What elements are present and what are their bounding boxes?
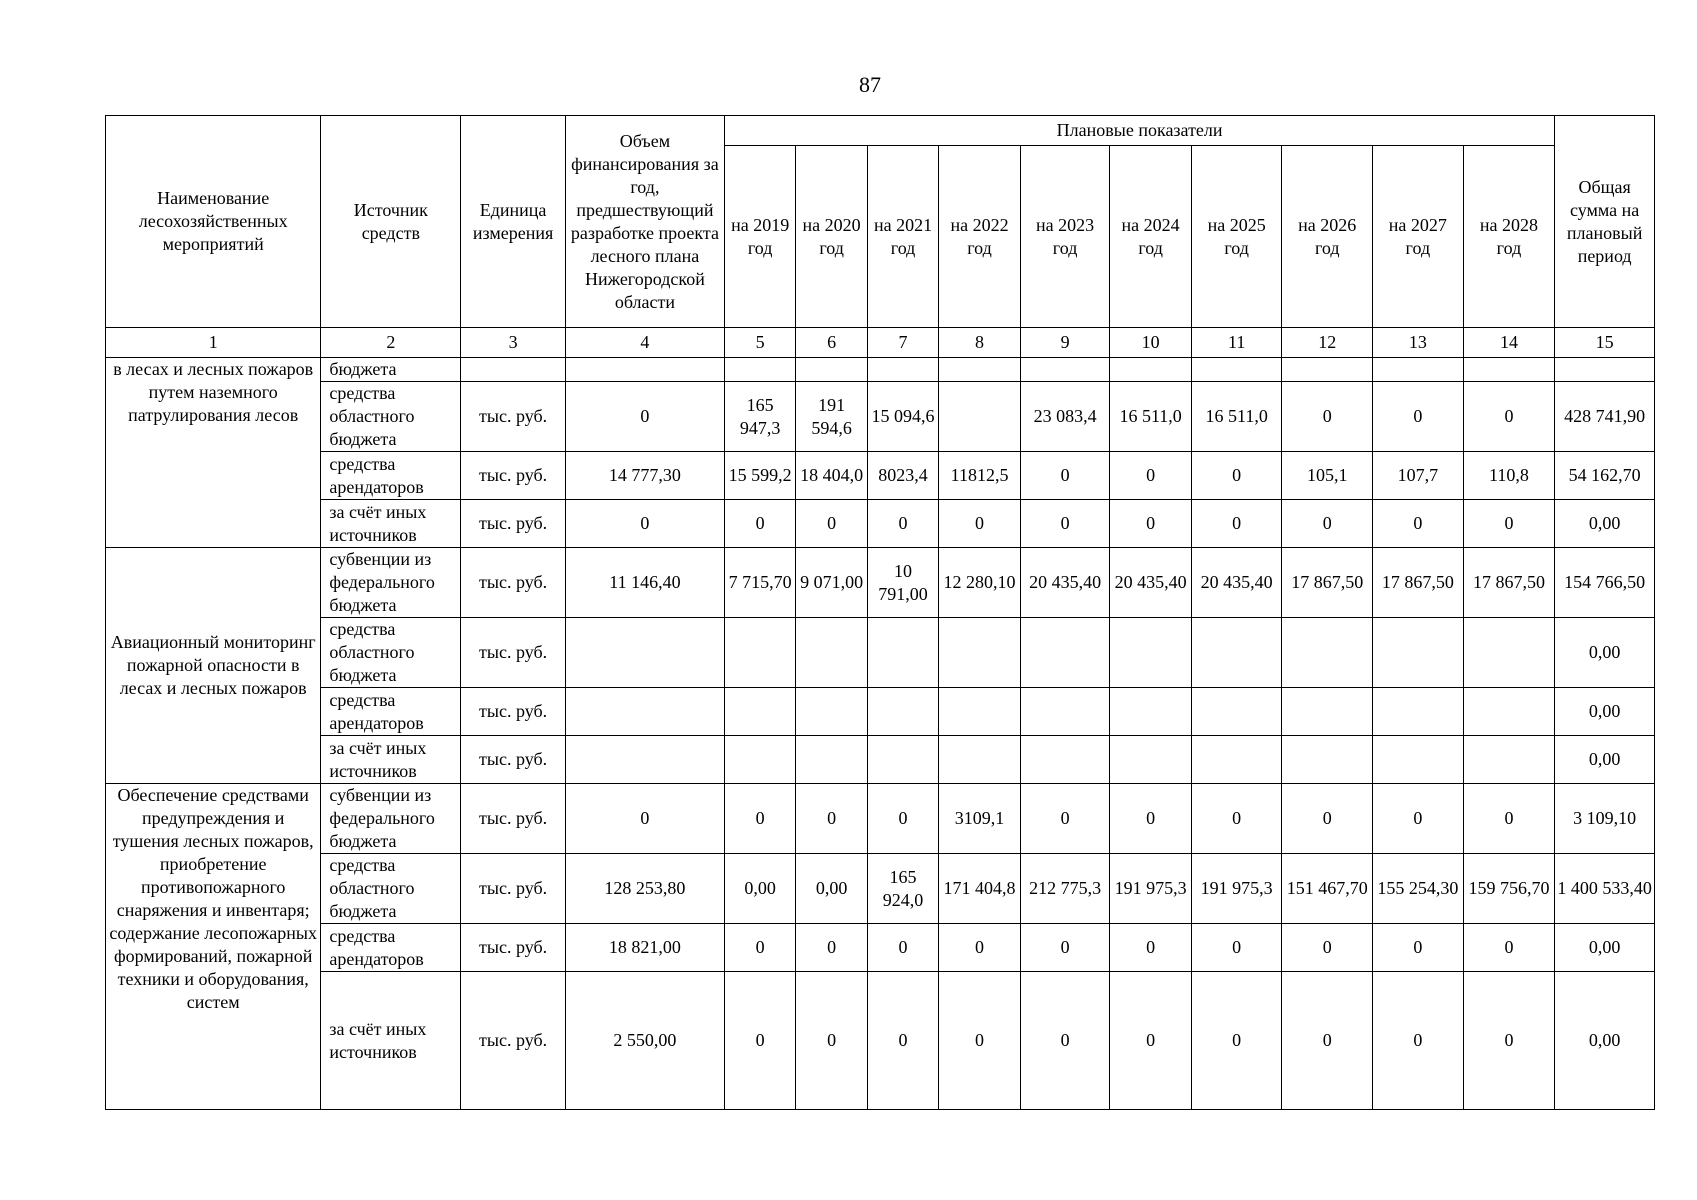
unit: тыс. руб. (461, 452, 566, 500)
header-unit: Единица измерения (461, 116, 566, 328)
activity-name: в лесах и лесных пожаров путем наземного патрулирования лесов (106, 358, 321, 548)
year-value: 0 (796, 924, 867, 972)
header-total: Общая сумма на плановый период (1555, 116, 1655, 328)
year-value: 15 094,6 (867, 382, 938, 452)
year-value: 0 (867, 500, 938, 548)
year-value: 0 (1191, 972, 1282, 1110)
year-value: 159 756,70 (1463, 854, 1555, 924)
funding-source: бюджета (321, 358, 461, 382)
year-value: 0 (1110, 500, 1192, 548)
year-value (724, 618, 795, 688)
funding-source: за счёт иных источников (321, 972, 461, 1110)
year-value (1463, 736, 1555, 784)
column-number: 13 (1373, 328, 1464, 358)
year-value: 0 (796, 500, 867, 548)
unit: тыс. руб. (461, 618, 566, 688)
unit: тыс. руб. (461, 500, 566, 548)
year-value: 0 (1463, 972, 1555, 1110)
year-value: 11812,5 (939, 452, 1021, 500)
funding-source: средства арендаторов (321, 924, 461, 972)
year-value: 0 (1282, 382, 1373, 452)
year-value: 0 (1463, 784, 1555, 854)
year-value (724, 736, 795, 784)
year-value: 212 775,3 (1020, 854, 1110, 924)
year-value (1463, 688, 1555, 736)
year-value: 0 (939, 500, 1021, 548)
year-value (1110, 618, 1192, 688)
unit: тыс. руб. (461, 382, 566, 452)
total-value: 0,00 (1555, 688, 1655, 736)
year-value (867, 736, 938, 784)
year-value: 107,7 (1373, 452, 1464, 500)
total-value: 0,00 (1555, 618, 1655, 688)
column-number: 4 (565, 328, 724, 358)
year-value: 171 404,8 (939, 854, 1021, 924)
header-year: на 2024 год (1110, 146, 1192, 328)
year-value (1020, 618, 1110, 688)
year-value (1191, 358, 1282, 382)
total-value (1555, 358, 1655, 382)
year-value: 0 (1020, 924, 1110, 972)
year-value: 0 (1282, 784, 1373, 854)
header-year: на 2026 год (1282, 146, 1373, 328)
page-number: 87 (859, 72, 881, 97)
header-year: на 2021 год (867, 146, 938, 328)
year-value: 191 594,6 (796, 382, 867, 452)
year-value: 0 (1373, 382, 1464, 452)
year-value: 0 (867, 972, 938, 1110)
year-value: 0 (939, 972, 1021, 1110)
funding-source: средства арендаторов (321, 452, 461, 500)
year-value: 0 (1110, 452, 1192, 500)
funding-source: субвенции из федерального бюджета (321, 548, 461, 618)
table-row (106, 500, 1655, 548)
table-row (106, 688, 1655, 736)
header-year: на 2025 год (1191, 146, 1282, 328)
year-value: 165 924,0 (867, 854, 938, 924)
header-year: на 2022 год (939, 146, 1021, 328)
prev-year-volume (565, 358, 724, 382)
column-number: 15 (1555, 328, 1655, 358)
year-value (1191, 688, 1282, 736)
unit: тыс. руб. (461, 924, 566, 972)
year-value: 0 (1373, 972, 1464, 1110)
year-value (1020, 358, 1110, 382)
unit: тыс. руб. (461, 736, 566, 784)
header-prev-year-volume: Объем финансирования за год, предшествующий разработке проекта лесного плана Нижегородской области (565, 116, 724, 328)
total-value: 428 741,90 (1555, 382, 1655, 452)
year-value: 0 (724, 784, 795, 854)
funding-source: за счёт иных источников (321, 736, 461, 784)
year-value: 155 254,30 (1373, 854, 1464, 924)
column-number: 11 (1191, 328, 1282, 358)
total-value: 0,00 (1555, 736, 1655, 784)
unit: тыс. руб. (461, 548, 566, 618)
year-value: 0 (1020, 452, 1110, 500)
year-value: 0 (1373, 924, 1464, 972)
table-row (106, 924, 1655, 972)
year-value: 0 (1463, 500, 1555, 548)
column-number: 5 (724, 328, 795, 358)
year-value: 12 280,10 (939, 548, 1021, 618)
year-value: 20 435,40 (1110, 548, 1192, 618)
year-value: 0,00 (724, 854, 795, 924)
year-value (1020, 736, 1110, 784)
year-value: 0 (1463, 924, 1555, 972)
year-value (867, 358, 938, 382)
year-value: 0 (1191, 784, 1282, 854)
year-value (796, 618, 867, 688)
year-value (1282, 736, 1373, 784)
year-value: 0 (867, 924, 938, 972)
year-value (1282, 688, 1373, 736)
table-row (106, 358, 1655, 382)
year-value (1020, 688, 1110, 736)
year-value: 18 404,0 (796, 452, 867, 500)
year-value: 0 (1373, 784, 1464, 854)
year-value (939, 736, 1021, 784)
total-value: 54 162,70 (1555, 452, 1655, 500)
year-value (1463, 618, 1555, 688)
column-number: 7 (867, 328, 938, 358)
header-activity-name: Наименование лесохозяйственных мероприятий (106, 116, 321, 328)
year-value: 110,8 (1463, 452, 1555, 500)
column-number: 9 (1020, 328, 1110, 358)
year-value: 9 071,00 (796, 548, 867, 618)
prev-year-volume: 18 821,00 (565, 924, 724, 972)
prev-year-volume: 0 (565, 382, 724, 452)
header-year: на 2028 год (1463, 146, 1555, 328)
year-value: 0 (1020, 784, 1110, 854)
funding-source: субвенции из федерального бюджета (321, 784, 461, 854)
year-value: 0 (724, 972, 795, 1110)
year-value: 0 (1282, 924, 1373, 972)
total-value: 0,00 (1555, 972, 1655, 1110)
year-value (1110, 688, 1192, 736)
year-value: 17 867,50 (1373, 548, 1464, 618)
column-number: 6 (796, 328, 867, 358)
total-value: 1 400 533,40 (1555, 854, 1655, 924)
column-number: 14 (1463, 328, 1555, 358)
funding-source: средства арендаторов (321, 688, 461, 736)
header-year: на 2020 год (796, 146, 867, 328)
year-value (1110, 736, 1192, 784)
funding-source: средства областного бюджета (321, 382, 461, 452)
total-value: 154 766,50 (1555, 548, 1655, 618)
year-value: 0 (1110, 784, 1192, 854)
table-row (106, 736, 1655, 784)
unit (461, 358, 566, 382)
header-year: на 2027 год (1373, 146, 1464, 328)
forest-plan-table (105, 115, 1655, 1110)
year-value: 0 (1191, 452, 1282, 500)
year-value: 0 (1282, 972, 1373, 1110)
table-row (106, 452, 1655, 500)
prev-year-volume: 0 (565, 784, 724, 854)
year-value (796, 736, 867, 784)
year-value: 0 (1463, 382, 1555, 452)
header-source: Источник средств (321, 116, 461, 328)
year-value (724, 358, 795, 382)
year-value: 16 511,0 (1110, 382, 1192, 452)
year-value (796, 358, 867, 382)
year-value (867, 618, 938, 688)
prev-year-volume: 2 550,00 (565, 972, 724, 1110)
funding-source: средства областного бюджета (321, 618, 461, 688)
year-value: 17 867,50 (1463, 548, 1555, 618)
column-number: 8 (939, 328, 1021, 358)
unit: тыс. руб. (461, 784, 566, 854)
year-value (939, 618, 1021, 688)
prev-year-volume: 11 146,40 (565, 548, 724, 618)
year-value (1110, 358, 1192, 382)
year-value (939, 382, 1021, 452)
total-value: 3 109,10 (1555, 784, 1655, 854)
total-value: 0,00 (1555, 924, 1655, 972)
table-row (106, 854, 1655, 924)
unit: тыс. руб. (461, 972, 566, 1110)
column-number: 10 (1110, 328, 1192, 358)
year-value (1191, 736, 1282, 784)
year-value: 165 947,3 (724, 382, 795, 452)
year-value: 0 (1020, 500, 1110, 548)
year-value: 0 (724, 924, 795, 972)
year-value: 15 599,2 (724, 452, 795, 500)
year-value: 0,00 (796, 854, 867, 924)
table-row (106, 784, 1655, 854)
year-value: 0 (939, 924, 1021, 972)
column-number: 12 (1282, 328, 1373, 358)
year-value (1191, 618, 1282, 688)
year-value (796, 688, 867, 736)
year-value: 191 975,3 (1191, 854, 1282, 924)
funding-source: за счёт иных источников (321, 500, 461, 548)
activity-name: Авиационный мониторинг пожарной опасности в лесах и лесных пожаров (106, 548, 321, 784)
funding-source: средства областного бюджета (321, 854, 461, 924)
prev-year-volume: 0 (565, 500, 724, 548)
prev-year-volume: 14 777,30 (565, 452, 724, 500)
year-value: 0 (796, 784, 867, 854)
column-number: 2 (321, 328, 461, 358)
year-value (1373, 358, 1464, 382)
year-value (867, 688, 938, 736)
year-value: 191 975,3 (1110, 854, 1192, 924)
year-value: 0 (1110, 972, 1192, 1110)
year-value: 151 467,70 (1282, 854, 1373, 924)
year-value: 16 511,0 (1191, 382, 1282, 452)
total-value: 0,00 (1555, 500, 1655, 548)
year-value (939, 358, 1021, 382)
year-value: 105,1 (1282, 452, 1373, 500)
table-row (106, 972, 1655, 1110)
unit: тыс. руб. (461, 854, 566, 924)
year-value: 23 083,4 (1020, 382, 1110, 452)
column-number: 1 (106, 328, 321, 358)
year-value (1282, 618, 1373, 688)
year-value: 0 (1373, 500, 1464, 548)
header-year: на 2023 год (1020, 146, 1110, 328)
year-value: 0 (1110, 924, 1192, 972)
year-value: 0 (1191, 924, 1282, 972)
year-value (1373, 736, 1464, 784)
year-value (1373, 688, 1464, 736)
year-value: 0 (724, 500, 795, 548)
year-value: 20 435,40 (1191, 548, 1282, 618)
table-row (106, 618, 1655, 688)
year-value: 7 715,70 (724, 548, 795, 618)
prev-year-volume (565, 736, 724, 784)
table-row (106, 382, 1655, 452)
year-value: 0 (1191, 500, 1282, 548)
prev-year-volume (565, 618, 724, 688)
activity-name: Обеспечение средствами предупреждения и тушения лесных пожаров, приобретение противопожарного снаряжения и инвентаря; содержание лесопожарных формирований, пожарной техники и оборудования, систем (106, 784, 321, 1110)
year-value: 8023,4 (867, 452, 938, 500)
year-value: 0 (796, 972, 867, 1110)
column-number: 3 (461, 328, 566, 358)
year-value (724, 688, 795, 736)
year-value: 17 867,50 (1282, 548, 1373, 618)
year-value (939, 688, 1021, 736)
year-value: 10 791,00 (867, 548, 938, 618)
unit: тыс. руб. (461, 688, 566, 736)
year-value: 0 (1282, 500, 1373, 548)
year-value: 0 (1020, 972, 1110, 1110)
header-planned-indicators: Плановые показатели (724, 116, 1554, 146)
year-value: 3109,1 (939, 784, 1021, 854)
header-year: на 2019 год (724, 146, 795, 328)
year-value (1463, 358, 1555, 382)
year-value (1282, 358, 1373, 382)
year-value: 20 435,40 (1020, 548, 1110, 618)
prev-year-volume (565, 688, 724, 736)
year-value: 0 (867, 784, 938, 854)
prev-year-volume: 128 253,80 (565, 854, 724, 924)
table-row (106, 548, 1655, 618)
year-value (1373, 618, 1464, 688)
